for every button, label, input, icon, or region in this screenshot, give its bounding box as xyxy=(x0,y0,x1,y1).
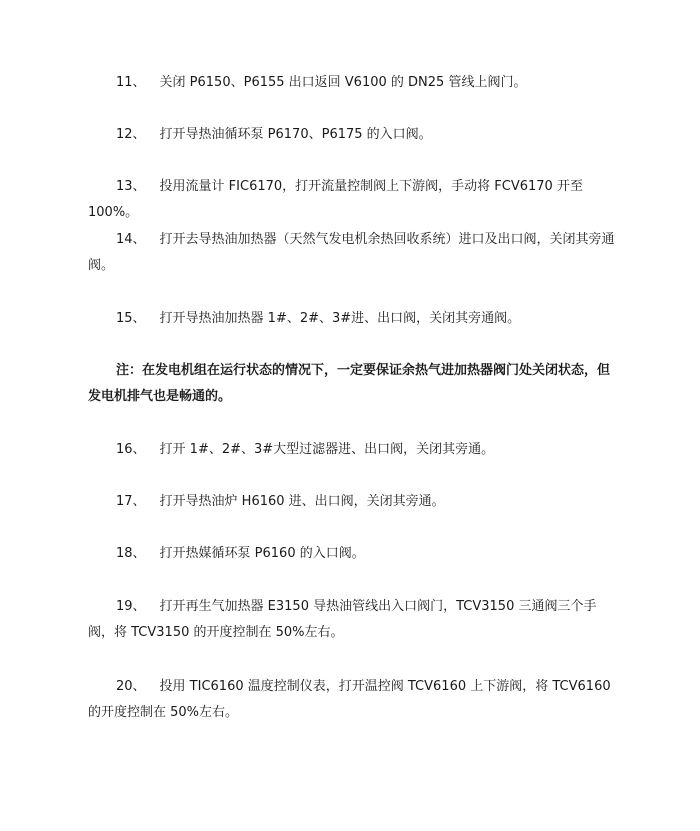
step-number: 11、 xyxy=(116,75,146,90)
step-number: 17、 xyxy=(116,494,146,509)
step-14 xyxy=(88,227,616,279)
step-13 xyxy=(88,174,616,226)
step-text: 打开热媒循环泵 P6160 的入口阀。 xyxy=(159,546,365,561)
step-number: 15、 xyxy=(116,311,146,326)
step-text: 打开导热油循环泵 P6170、P6175 的入口阀。 xyxy=(159,127,432,142)
step-19 xyxy=(88,594,616,646)
safety-note xyxy=(88,358,616,410)
step-number: 18、 xyxy=(116,546,146,561)
step-16 xyxy=(88,437,616,463)
step-text: 打开导热油加热器 1#、2#、3#进、出口阀，关闭其旁通阀。 xyxy=(159,311,521,326)
step-text: 打开导热油炉 H6160 进、出口阀，关闭其旁通。 xyxy=(159,494,445,509)
step-text: 打开去导热油加热器（天然气发电机余热回收系统）进口及出口阀，关闭其旁通阀。 xyxy=(88,232,615,273)
note-text: 注：在发电机组在运行状态的情况下，一定要保证余热气进加热器阀门处关闭状态，但发电机排气也是畅通的。 xyxy=(88,363,611,404)
step-text: 关闭 P6150、P6155 出口返回 V6100 的 DN25 管线上阀门。 xyxy=(159,75,527,90)
step-text: 投用 TIC6160 温度控制仪表，打开温控阀 TCV6160 上下游阀，将 TCV6160 的开度控制在 50%左右。 xyxy=(88,679,611,720)
step-number: 16、 xyxy=(116,442,146,457)
step-number: 20、 xyxy=(116,679,146,694)
step-12 xyxy=(88,122,616,148)
step-number: 12、 xyxy=(116,127,146,142)
step-text: 打开 1#、2#、3#大型过滤器进、出口阀，关闭其旁通。 xyxy=(159,442,495,457)
step-15 xyxy=(88,306,616,332)
step-20 xyxy=(88,674,616,726)
step-11 xyxy=(88,70,616,96)
step-18 xyxy=(88,541,616,567)
step-text: 打开再生气加热器 E3150 导热油管线出入口阀门，TCV3150 三通阀三个手阀，将 TCV3150 的开度控制在 50%左右。 xyxy=(88,599,597,640)
step-number: 19、 xyxy=(116,599,146,614)
step-number: 14、 xyxy=(116,232,146,247)
step-17 xyxy=(88,489,616,515)
step-number: 13、 xyxy=(116,179,146,194)
step-text: 投用流量计 FIC6170，打开流量控制阀上下游阀，手动将 FCV6170 开至 100%。 xyxy=(88,179,583,220)
